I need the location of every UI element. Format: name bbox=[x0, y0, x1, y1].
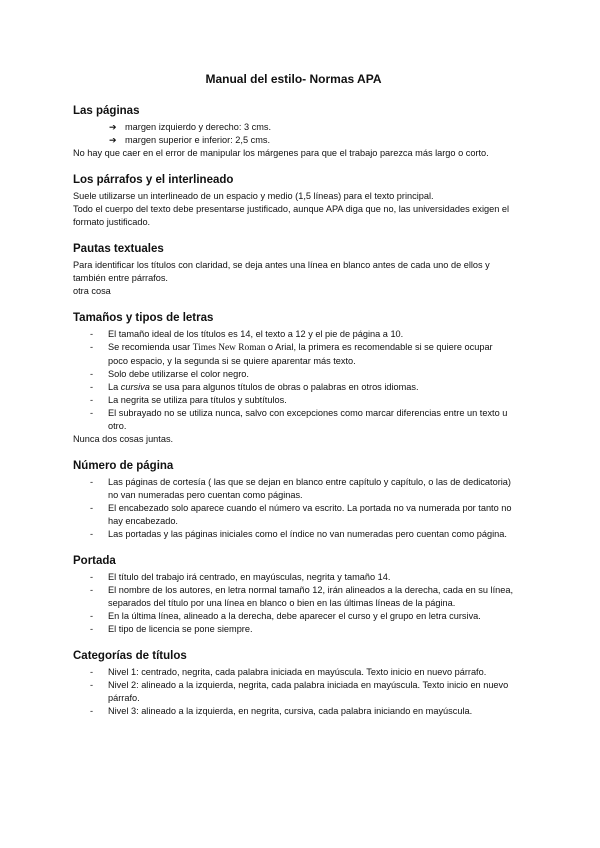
list-item: - El tipo de licencia se pone siempre. bbox=[90, 624, 253, 634]
section-paragraphs bbox=[73, 173, 514, 229]
categories-list bbox=[73, 666, 514, 718]
list-item: - Nivel 1: centrado, negrita, cada palabra iniciada en mayúscula. Texto inicio en nuevo párrafo. bbox=[90, 667, 487, 677]
paragraph-text: Para identificar los títulos con claridad, se deja antes una línea en blanco antes de cada uno de ellos y también entre párrafos. bbox=[73, 260, 490, 283]
list-item: - El encabezado solo aparece cuando el número va escrito. La portada no va numerada por tanto no hay encabezado. bbox=[90, 503, 512, 526]
section-heading: Número de página bbox=[73, 460, 174, 472]
section-cover bbox=[73, 554, 514, 636]
arrow-right-icon: ➔ bbox=[109, 122, 117, 132]
list-item: - La negrita se utiliza para títulos y subtítulos. bbox=[90, 395, 287, 405]
sizes-list bbox=[73, 328, 514, 433]
paragraph-text: Todo el cuerpo del texto debe presentarse justificado, aunque APA diga que no, las universidades exigen el formato justificado. bbox=[73, 204, 510, 227]
section-heading: Los párrafos y el interlineado bbox=[73, 174, 234, 186]
section-sizes bbox=[73, 311, 514, 446]
section-heading: Pautas textuales bbox=[73, 243, 164, 255]
list-item: - El nombre de los autores, en letra normal tamaño 12, irán alineados a la derecha, cada en su línea, separados del título por una línea en blanco o bien en las últimas líneas de la página. bbox=[90, 585, 514, 608]
list-item: - Nivel 2: alineado a la izquierda, negrita, cada palabra iniciada en mayúscula. Texto inicio en nuevo párrafo. bbox=[90, 680, 509, 703]
list-item: - La cursiva se usa para algunos títulos de obras o palabras en otros idiomas. bbox=[90, 382, 419, 392]
paragraph-text: Suele utilizarse un interlineado de un espacio y medio (1,5 líneas) para el texto principal. bbox=[73, 191, 434, 201]
margins-list bbox=[73, 121, 514, 147]
section-heading: Las páginas bbox=[73, 105, 140, 117]
list-item: ➔ margen superior e inferior: 2,5 cms. bbox=[109, 135, 271, 145]
italic-word: cursiva bbox=[120, 382, 150, 392]
list-item: - Nivel 3: alineado a la izquierda, en negrita, cursiva, cada palabra iniciando en mayúscula. bbox=[90, 706, 473, 716]
cover-list bbox=[73, 571, 514, 636]
pages-note: No hay que caer en el error de manipular los márgenes para que el trabajo parezca más largo o corto. bbox=[73, 148, 489, 158]
list-item: - El tamaño ideal de los títulos es 14, el texto a 12 y el pie de página a 10. bbox=[90, 329, 404, 339]
section-textual bbox=[73, 242, 514, 298]
section-heading: Tamaños y tipos de letras bbox=[73, 312, 214, 324]
section-page-number bbox=[73, 459, 514, 541]
section-heading: Portada bbox=[73, 555, 116, 567]
arrow-right-icon: ➔ bbox=[109, 135, 117, 145]
sizes-note: Nunca dos cosas juntas. bbox=[73, 434, 174, 444]
paragraph-text: otra cosa bbox=[73, 286, 111, 296]
section-heading: Categorías de títulos bbox=[73, 650, 187, 662]
list-item: - El título del trabajo irá centrado, en mayúsculas, negrita y tamaño 14. bbox=[90, 572, 391, 582]
list-item: ➔ margen izquierdo y derecho: 3 cms. bbox=[109, 122, 272, 132]
page-number-list bbox=[73, 476, 514, 541]
list-item: - En la última línea, alineado a la derecha, debe aparecer el curso y el grupo en letra cursiva. bbox=[90, 611, 481, 621]
list-item: - Las páginas de cortesía ( las que se dejan en blanco entre capítulo y capítulo, o las de dedicatoria) no van numeradas pero cuentan como páginas. bbox=[90, 477, 511, 500]
section-categories bbox=[73, 649, 514, 718]
section-pages bbox=[73, 104, 514, 160]
list-item: - Solo debe utilizarse el color negro. bbox=[90, 369, 249, 379]
document-title: Manual del estilo- Normas APA bbox=[205, 72, 382, 86]
list-item: - El subrayado no se utiliza nunca, salvo con excepciones como marcar diferencias entre un texto u otro. bbox=[90, 408, 508, 431]
font-sample: Times New Roman bbox=[192, 343, 266, 353]
list-item: - Se recomienda usar Times New Roman o Arial, la primera es recomendable si se quiere ocupar poco espacio, y la segunda si se quiere aparentar más texto. bbox=[90, 342, 493, 366]
list-item: - Las portadas y las páginas iniciales como el índice no van numeradas pero cuentan como página. bbox=[90, 529, 507, 539]
